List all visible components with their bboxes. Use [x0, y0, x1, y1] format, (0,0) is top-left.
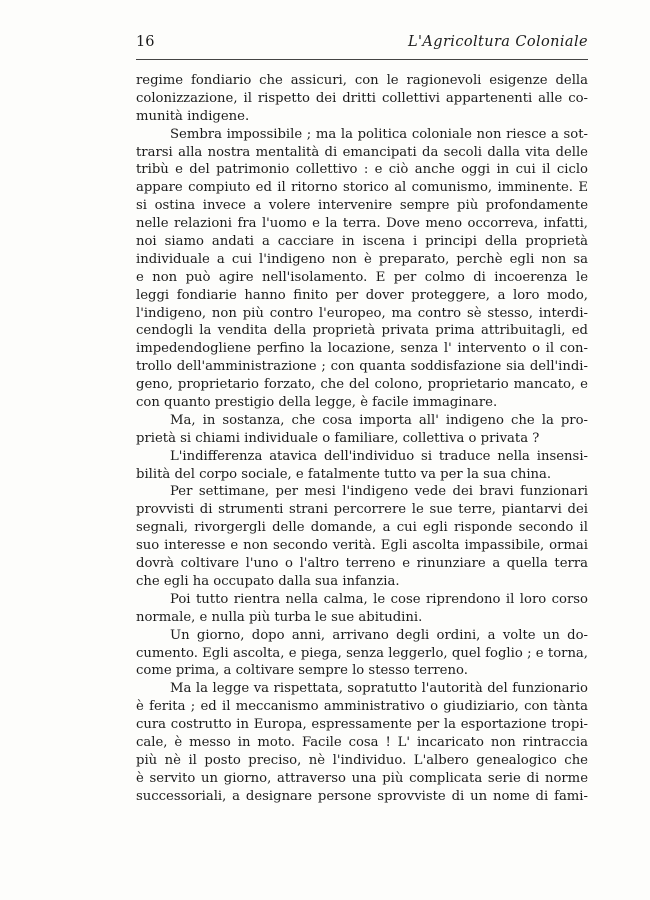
text-line: suo interesse e non secondo verità. Egli ascolta impassibile, ormai	[136, 538, 588, 554]
text-line: è servito un giorno, attraverso una più complicata serie di norme	[136, 770, 588, 786]
text-line: Poi tutto rientra nella calma, le cose riprendono il loro corso	[170, 591, 588, 607]
text-line: bilità del corpo sociale, e fatalmente tutto va per la sua china.	[136, 466, 552, 482]
text-line: segnali, rivorgergli delle domande, a cui egli risponde secondo il	[136, 520, 588, 536]
text-line: impedendogliene perfino la locazione, senza l' intervento o il con-	[136, 341, 588, 357]
text-line: nelle relazioni fra l'uomo e la terra. Dove meno occorreva, infatti,	[136, 216, 588, 232]
text-line: trarsi alla nostra mentalità di emancipati da secoli dalla vita delle	[136, 144, 588, 160]
text-line: l'indigeno, non più contro l'europeo, ma contro sè stesso, interdi-	[136, 305, 588, 321]
text-line: colonizzazione, il rispetto dei dritti collettivi appartenenti alle co-	[136, 90, 588, 106]
text-line: normale, e nulla più turba le sue abitudini.	[136, 609, 423, 625]
header-rule	[136, 59, 588, 60]
text-line: si ostina invece a volere intervenire sempre più profondamente	[136, 198, 588, 214]
text-line: cale, è messo in moto. Facile cosa ! L' incaricato non rintraccia	[136, 734, 588, 750]
text-line: individuale a cui l'indigeno non è preparato, perchè egli non sa	[136, 251, 588, 267]
text-line: regime fondiario che assicuri, con le ragionevoli esigenze della	[136, 73, 588, 88]
text-line: noi siamo andati a cacciare in iscena i principi della proprietà	[136, 234, 588, 250]
text-line: che egli ha occupato dalla sua infanzia.	[136, 573, 400, 589]
text-line: cendogli la vendita della proprietà privata prima attribuitagli, ed	[136, 323, 588, 339]
text-line: Sembra impossibile ; ma la politica coloniale non riesce a sot-	[170, 126, 588, 142]
text-line: L'indifferenza atavica dell'individuo si traduce nella insensi-	[170, 448, 588, 464]
text-line: appare compiuto ed il ritorno storico al comunismo, imminente. E	[136, 180, 588, 196]
text-line: dovrà coltivare l'uno o l'altro terreno e rinunziare a quella terra	[136, 556, 588, 572]
text-line: geno, proprietario forzato, che del colono, proprietario mancato, e	[136, 377, 588, 393]
text-line: Ma la legge va rispettata, sopratutto l'autorità del funzionario	[170, 681, 588, 697]
text-line: e non può agire nell'isolamento. E per colmo di incoerenza le	[136, 269, 588, 285]
text-line: trollo dell'amministrazione ; con quanta soddisfazione sia dell'indi-	[136, 359, 588, 375]
text-line: provvisti di strumenti strani percorrere le sue terre, piantarvi dei	[136, 502, 588, 518]
text-line: più nè il posto preciso, nè l'individuo. L'albero genealogico che	[136, 752, 588, 768]
page-header	[136, 34, 588, 54]
text-line: munità indigene.	[136, 108, 250, 124]
text-line: tribù e del patrimonio collettivo : e ciò anche oggi in cui il ciclo	[136, 162, 588, 178]
running-title: L'Agricoltura Coloniale	[407, 34, 588, 50]
text-line: cura costrutto in Europa, espressamente per la esportazione tropi-	[136, 717, 588, 733]
text-line: leggi fondiarie hanno finito per dover proteggere, a loro modo,	[136, 287, 588, 303]
text-line: Un giorno, dopo anni, arrivano degli ordini, a volte un do-	[170, 627, 588, 643]
body-text	[136, 72, 588, 806]
text-line: è ferita ; ed il meccanismo amministrativo o giudiziario, con tànta	[136, 699, 588, 715]
text-line: prietà si chiami individuale o familiare, collettiva o privata ?	[136, 430, 540, 446]
page-number: 16	[136, 34, 155, 50]
text-line: cumento. Egli ascolta, e piega, senza leggerlo, quel foglio ; e torna,	[136, 645, 588, 661]
text-line: come prima, a coltivare sempre lo stesso terreno.	[136, 663, 468, 679]
text-line: Ma, in sostanza, che cosa importa all' indigeno che la pro-	[170, 412, 588, 428]
text-line: successoriali, a designare persone sprovviste di un nome di fami-	[136, 788, 588, 804]
text-line: con quanto prestigio della legge, è facile immaginare.	[136, 395, 498, 411]
text-line: Per settimane, per mesi l'indigeno vede dei bravi funzionari	[170, 484, 588, 500]
